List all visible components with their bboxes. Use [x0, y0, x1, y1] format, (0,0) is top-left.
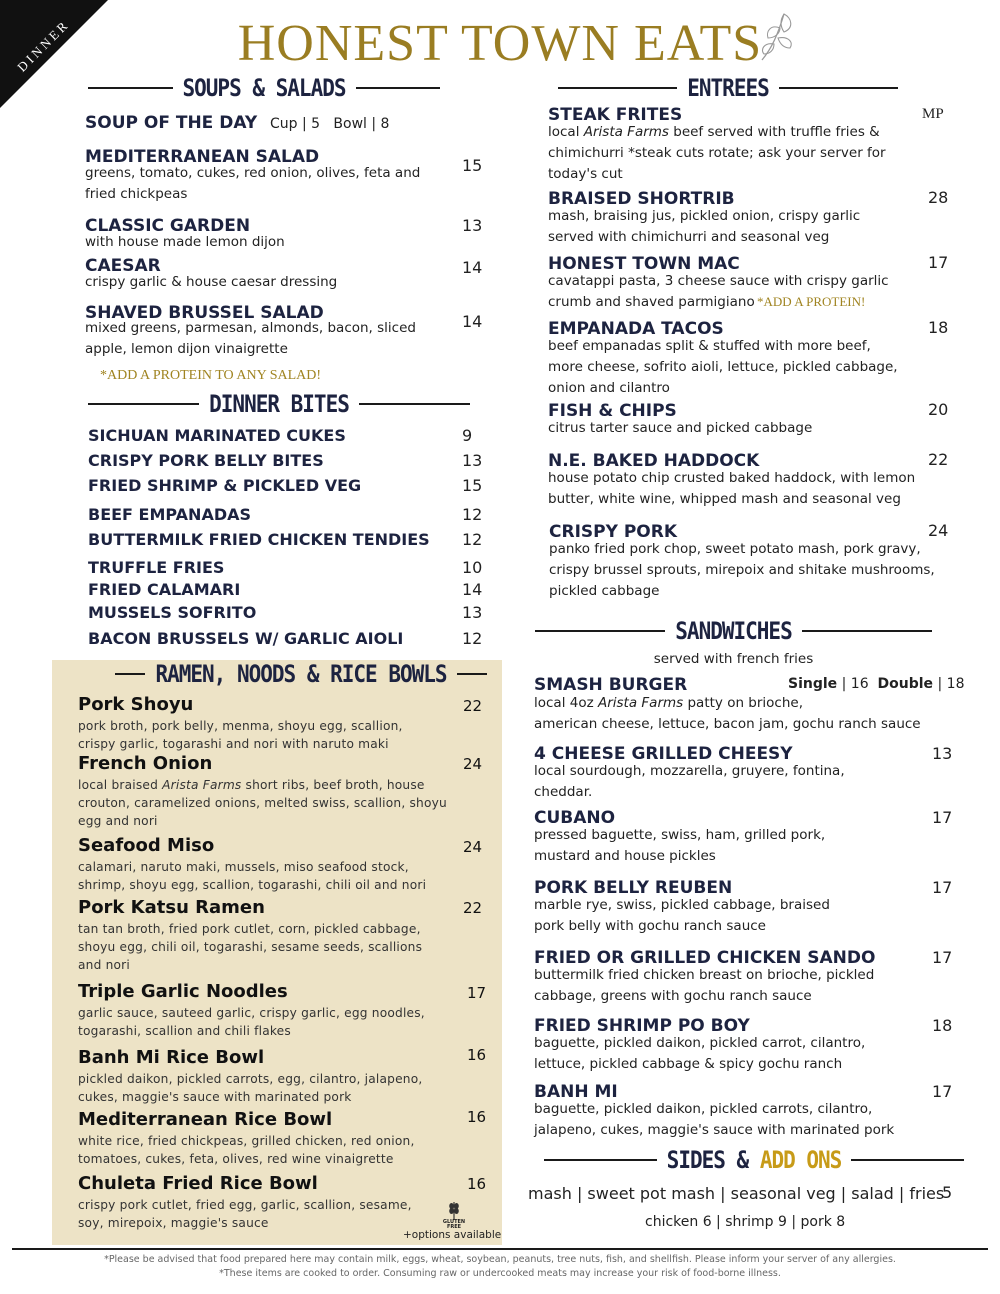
sandwiches-subheading: served with french fries — [653, 651, 814, 667]
menu-item-desc: pork broth, pork belly, menma, shoyu egg, scallion, — [78, 719, 403, 733]
menu-item-price: 15 — [462, 476, 483, 495]
menu-item-price: 14 — [462, 580, 483, 599]
menu-item-name: N.E. BAKED HADDOCK — [548, 451, 760, 471]
menu-item-desc: tan tan broth, fried pork cutlet, corn, pickled cabbage, — [78, 922, 421, 936]
gluten-free-label: GLUTEN FREE — [442, 1219, 466, 1230]
menu-item-name: BRAISED SHORTRIB — [548, 189, 735, 209]
menu-item-price: 16 — [467, 1175, 487, 1193]
menu-item-price: 16 — [467, 1108, 487, 1126]
menu-item-desc: lettuce, pickled cabbage & spicy gochu ranch — [534, 1056, 843, 1072]
menu-item-name: FRIED SHRIMP PO BOY — [534, 1016, 750, 1036]
menu-item-desc: togarashi, scallion and chili flakes — [78, 1024, 291, 1038]
raw-food-notice: *These items are cooked to order. Consuming raw or undercooked meats may increase your risk of food-borne illness. — [219, 1268, 781, 1279]
sides-price: 5 — [942, 1183, 953, 1202]
menu-item-name: CRISPY PORK — [549, 522, 677, 542]
menu-item-price: 10 — [462, 558, 483, 577]
menu-item-desc: mash, braising jus, pickled onion, crispy garlic — [548, 208, 861, 224]
menu-item-price: 14 — [462, 258, 483, 277]
menu-item-name: STEAK FRITES — [548, 105, 683, 125]
menu-item-desc: crispy pork cutlet, fried egg, garlic, scallion, sesame, — [78, 1198, 412, 1212]
menu-item-desc: crispy brussel sprouts, mirepoix and shitake mushrooms, — [549, 562, 935, 578]
corner-label: DINNER — [14, 16, 73, 75]
menu-item-price: 14 — [462, 312, 483, 331]
menu-item-price: 22 — [463, 697, 483, 715]
menu-item-desc: egg and nori — [78, 814, 158, 828]
menu-item-desc: cheddar. — [534, 784, 593, 800]
menu-item-price: 13 — [462, 451, 483, 470]
menu-item-desc: crouton, caramelized onions, melted swiss, scallion, shoyu — [78, 796, 447, 810]
menu-item-desc: served with chimichurri and seasonal veg — [548, 229, 830, 245]
menu-item-name: BUTTERMILK FRIED CHICKEN TENDIES — [88, 530, 430, 549]
section-title: SANDWICHES — [675, 617, 792, 645]
menu-item-desc: shrimp, shoyu egg, scallion, togarashi, chili oil and nori — [78, 878, 427, 892]
menu-item-desc: buttermilk fried chicken breast on brioche, pickled — [534, 967, 875, 983]
menu-item-desc: greens, tomato, cukes, red onion, olives, feta and fried chickpeas — [85, 165, 421, 202]
menu-item-desc: panko fried pork chop, sweet potato mash, pork gravy, — [549, 541, 921, 557]
menu-item-name: SMASH BURGER — [534, 675, 688, 695]
menu-item-price: 13 — [462, 216, 483, 235]
menu-item-name: MUSSELS SOFRITO — [88, 603, 257, 622]
menu-item-desc: baguette, pickled daikon, pickled carrot, cilantro, — [534, 1035, 866, 1051]
page-title: HONEST TOWN EATS — [237, 15, 763, 72]
menu-item-price: 17 — [932, 948, 953, 967]
menu-item-desc: soy, mirepoix, maggie's sauce — [78, 1216, 269, 1230]
menu-item-price: 17 — [932, 1082, 953, 1101]
menu-item-desc: pressed baguette, swiss, ham, grilled pork, — [534, 827, 826, 843]
menu-item-name: FISH & CHIPS — [548, 401, 677, 421]
menu-item-name: Banh Mi Rice Bowl — [78, 1047, 265, 1068]
menu-item-name: BEEF EMPANADAS — [88, 505, 252, 524]
menu-item-desc: beef empanadas split & stuffed with more beef, — [548, 338, 871, 354]
section-title: SIDES & ADD ONS — [666, 1146, 842, 1174]
menu-item-name: French Onion — [78, 753, 213, 774]
menu-item-price: 17 — [467, 984, 487, 1002]
menu-item-price: 12 — [462, 530, 483, 549]
menu-item-desc: pickled daikon, pickled carrots, egg, cilantro, jalapeno, — [78, 1072, 423, 1086]
menu-item-desc: cukes, maggie's sauce with marinated pork — [78, 1090, 352, 1104]
menu-item-desc: more cheese, sofrito aioli, lettuce, pickled cabbage, — [548, 359, 898, 375]
menu-item-desc: house potato chip crusted baked haddock, with lemon — [548, 470, 916, 486]
menu-item-name: CLASSIC GARDEN — [85, 216, 251, 236]
menu-item-price: 15 — [462, 156, 483, 175]
menu-item-desc: with house made lemon dijon — [85, 234, 285, 250]
menu-item-name: CRISPY PORK BELLY BITES — [88, 451, 324, 470]
menu-item-desc: mixed greens, parmesan, almonds, bacon, sliced apple, lemon dijon vinaigrette — [85, 320, 416, 357]
menu-item-name: SHAVED BRUSSEL SALAD — [85, 303, 324, 323]
sides-list: mash | sweet pot mash | seasonal veg | salad | fries — [528, 1184, 945, 1203]
menu-item-desc: local 4oz Arista Farms patty on brioche, — [534, 695, 803, 711]
menu-item-name: SICHUAN MARINATED CUKES — [88, 426, 346, 445]
ramen-header — [115, 662, 487, 686]
menu-item-desc: local sourdough, mozzarella, gruyere, fontina, — [534, 763, 845, 779]
sides-header — [544, 1148, 964, 1172]
menu-item-price: 20 — [928, 400, 949, 419]
menu-item-desc: jalapeno, cukes, maggie's sauce with marinated pork — [534, 1122, 895, 1138]
menu-item-desc: crispy garlic & house caesar dressing — [85, 274, 338, 290]
addons-list: chicken 6 | shrimp 9 | pork 8 — [645, 1214, 846, 1230]
menu-item-price: 13 — [462, 603, 483, 622]
menu-item-name: Chuleta Fried Rice Bowl — [78, 1173, 318, 1194]
menu-item-name: Triple Garlic Noodles — [78, 981, 288, 1002]
footer-divider — [12, 1248, 988, 1250]
menu-item-name: BANH MI — [534, 1082, 618, 1102]
section-title: ENTREES — [687, 74, 769, 102]
section-title: RAMEN, NOODS & RICE BOWLS — [155, 660, 447, 688]
menu-item-name: FRIED SHRIMP & PICKLED VEG — [88, 476, 362, 495]
menu-item-price: 22 — [463, 899, 483, 917]
menu-item-name: CAESAR — [85, 256, 161, 276]
menu-item-price: 9 — [462, 426, 473, 445]
menu-item-name: PORK BELLY REUBEN — [534, 878, 733, 898]
menu-item-price: 24 — [463, 755, 483, 773]
section-title: DINNER BITES — [209, 390, 349, 418]
menu-item-desc: cavatappi pasta, 3 cheese sauce with crispy garlic — [548, 273, 889, 289]
menu-item-price: 18 — [932, 1016, 953, 1035]
sandwiches-header — [535, 619, 932, 643]
menu-item-name: 4 CHEESE GRILLED CHEESY — [534, 744, 793, 764]
menu-item-name: BACON BRUSSELS W/ GARLIC AIOLI — [88, 629, 404, 648]
menu-item-name: TRUFFLE FRIES — [88, 558, 225, 577]
menu-item-desc: american cheese, lettuce, bacon jam, gochu ranch sauce — [534, 716, 921, 732]
menu-item-desc: white rice, fried chickpeas, grilled chicken, red onion, — [78, 1134, 415, 1148]
menu-item-desc: cabbage, greens with gochu ranch sauce — [534, 988, 812, 1004]
soups-salads-header — [88, 76, 440, 100]
menu-item-name: HONEST TOWN MAC — [548, 254, 740, 274]
menu-item-price: 17 — [932, 808, 953, 827]
menu-item-desc: mustard and house pickles — [534, 848, 716, 864]
menu-item-desc: garlic sauce, sauteed garlic, crispy garlic, egg noodles, — [78, 1006, 425, 1020]
menu-item-desc: pickled cabbage — [549, 583, 660, 599]
menu-item-desc: local Arista Farms beef served with truffle fries & — [548, 124, 880, 140]
menu-item-desc: baguette, pickled daikon, pickled carrots, cilantro, — [534, 1101, 873, 1117]
menu-item-price: 12 — [462, 629, 483, 648]
menu-item-price: 22 — [928, 450, 949, 469]
menu-item-price: 18 — [928, 318, 949, 337]
mac-protein-note: *ADD A PROTEIN! — [757, 294, 866, 309]
menu-item-price: 24 — [463, 838, 483, 856]
leaf-icon — [754, 8, 800, 64]
section-title: SOUPS & SALADS — [182, 74, 346, 102]
salad-protein-note: *ADD A PROTEIN TO ANY SALAD! — [100, 368, 322, 383]
options-available: +options available — [403, 1229, 502, 1241]
menu-item-desc: crumb and shaved parmigiano — [548, 294, 755, 310]
menu-item-price: 17 — [932, 878, 953, 897]
menu-item-price: 16 — [467, 1046, 487, 1064]
menu-item-price: 13 — [932, 744, 953, 763]
menu-item-price: 17 — [928, 253, 949, 272]
menu-item-desc: local braised Arista Farms short ribs, beef broth, house — [78, 778, 425, 792]
menu-item-name: CUBANO — [534, 808, 616, 828]
menu-item-price: 24 — [928, 521, 949, 540]
menu-item-price: 28 — [928, 188, 949, 207]
entrees-header — [558, 76, 898, 100]
menu-item-desc: butter, white wine, whipped mash and seasonal veg — [548, 491, 901, 507]
menu-item-name: FRIED CALAMARI — [88, 580, 241, 599]
menu-item-desc: calamari, naruto maki, mussels, miso seafood stock, — [78, 860, 409, 874]
menu-item-price: 12 — [462, 505, 483, 524]
menu-item-desc: pork belly with gochu ranch sauce — [534, 918, 766, 934]
soup-sizes: Cup | 5 Bowl | 8 — [270, 116, 390, 132]
burger-price-options: Single | 16 Double | 18 — [788, 676, 965, 692]
menu-item-desc: marble rye, swiss, pickled cabbage, braised — [534, 897, 830, 913]
soup-of-the-day: SOUP OF THE DAY — [85, 113, 258, 133]
allergy-notice: *Please be advised that food prepared here may contain milk, eggs, wheat, soybean, peanuts, tree nuts, fish, and shellfish. Please inform your server of any allergies. — [104, 1254, 896, 1265]
menu-item-name: FRIED OR GRILLED CHICKEN SANDO — [534, 948, 876, 968]
menu-item-name: Seafood Miso — [78, 835, 215, 856]
menu-item-desc: citrus tarter sauce and picked cabbage — [548, 420, 813, 436]
menu-item-desc: onion and cilantro — [548, 380, 670, 396]
menu-item-desc: chimichurri *steak cuts rotate; ask your server for today's cut — [548, 145, 886, 182]
menu-item-name: EMPANADA TACOS — [548, 319, 724, 339]
menu-item-price: MP — [922, 106, 944, 122]
menu-item-name: MEDITERRANEAN SALAD — [85, 147, 320, 167]
menu-item-desc: crispy garlic, togarashi and nori with naruto maki — [78, 737, 389, 751]
menu-item-name: Pork Shoyu — [78, 694, 194, 715]
menu-item-desc: shoyu egg, chili oil, togarashi, sesame seeds, scallions — [78, 940, 423, 954]
menu-item-desc: tomatoes, cukes, feta, olives, red wine vinaigrette — [78, 1152, 394, 1166]
menu-item-name: Pork Katsu Ramen — [78, 897, 265, 918]
dinner-bites-header — [88, 392, 470, 416]
menu-item-name: Mediterranean Rice Bowl — [78, 1109, 333, 1130]
menu-item-desc: and nori — [78, 958, 130, 972]
